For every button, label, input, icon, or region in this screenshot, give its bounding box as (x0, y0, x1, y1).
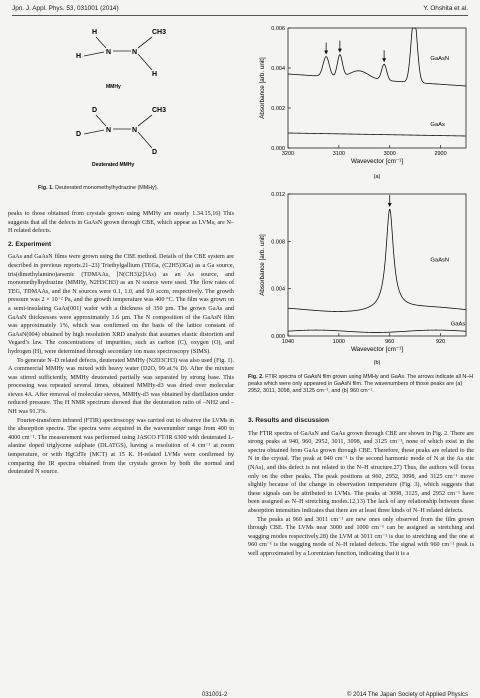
chart-b (246, 188, 474, 368)
y-tick-label: 0.006 (271, 26, 285, 32)
paragraph: Fourier-transform infrared (FTIR) spectroscopy was carried out to observe the LVMs in the absorption spectra. The spectra were acquired in the wavenumber range from 400 to 4000 cm⁻¹. The measurement was performed using JASCO FT/IR 6300 with deuterated L-alanine doped triglycene sulphate (DLATGS), having a resolution of 4 cm⁻¹ at room temperature, or with HgCdTe (MCT) at 15 K. H-related LVMs were confirmed by comparing the IR spectra obtained from the crystals grown by both the normal and deuterated N source. (8, 417, 234, 476)
chart-a (246, 22, 474, 180)
x-tick-label: 1040 (281, 339, 295, 345)
deuterated-structure (70, 98, 190, 170)
fig1-caption (38, 185, 238, 192)
deuterated-label: Deuterated MMHy (92, 162, 135, 168)
fig2-caption (248, 374, 474, 395)
y-axis-label: Absorbance [arb. unit] (259, 57, 266, 119)
panel-label: (a) (373, 174, 381, 180)
mmhy-structure (70, 20, 190, 92)
y-tick-label: 0.004 (271, 286, 285, 293)
y-tick-label: 0.002 (271, 106, 285, 112)
x-axis-label: Wavevector [cm⁻¹] (350, 346, 404, 353)
peak-arrowhead (382, 58, 386, 62)
peak-arrowhead (324, 51, 328, 55)
series-line-gaas (288, 133, 466, 136)
page-number: 031001-2 (202, 692, 228, 698)
x-tick-label: 920 (435, 339, 446, 345)
peak-arrowhead (338, 49, 342, 53)
page-header (12, 3, 468, 16)
series-line-gaas (288, 330, 466, 332)
panel-label: (b) (373, 360, 381, 366)
fig2-label: Fig. 2. (248, 374, 264, 380)
x-tick-label: 3000 (383, 151, 396, 157)
atom: D (92, 107, 98, 114)
section2-title: 2. Experiment (8, 240, 52, 248)
atom: D (152, 149, 158, 156)
fig2-text: FTIR spectra of GaAsN film grown using MMHy and GaAs. The arrows indicate all N–H peaks which were only appeared in GaAsN film. The wavenumbers of those peaks are (a) 2952, 3011, 3098, and 3125 cm⁻¹, and (b) 960 cm⁻¹. (248, 374, 474, 394)
series-label: GaAsN (430, 257, 450, 264)
plot-frame (288, 28, 466, 148)
atom: D (76, 131, 82, 138)
y-tick-label: 0.000 (271, 334, 285, 340)
atom: H (152, 71, 158, 78)
journal-citation: Jpn. J. Appl. Phys. 53, 031001 (2014) (12, 5, 119, 12)
intro-paragraph: peaks to those obtained from crystals grown using MMHy are nearly 1.34.15,16) This suggests that all the defects in GaAsN grown through CBE, which appear as LVMs, are N–H related defects. (8, 211, 234, 235)
atom: H (92, 29, 98, 36)
series-label: GaAs (430, 122, 445, 128)
plot-frame (288, 194, 466, 336)
series-label: GaAsN (430, 56, 450, 62)
paragraph: GaAs and GaAsN films were grown using the CBE method. Details of the CBE system are described in previous reports.21–23) Triethylgallium (TEGa, (C2H5)3Ga) as a Ga source, tris(dimethylamino)arsenic (TDMAAs, [N(CH3)2]3As) as an As source, and monomethylhydrazine (MMHy, N2H3CH3) as an N source were used. The flow rates of TEG, TDMAAs, and the N sources were 0.1, 1.0, and 9.0 sccm, respectively. The growth pressure was 2 × 10⁻² Pa, and the growth temperature was 400 °C. The film was grown on a semi-insulating GaAs(001) wafer with a thickness of 350 µm. The grown GaAs and GaAsN thicknesses were approximately 1.6 µm. The N composition of the GaAsN film was approximately 1%, which was confirmed on the basis of the lattice constant of GaAsN(004) obtained by high resolution XRD analysis that assumes elastic distortion and Vegard’s law. The concentrations of impurities, such as carbon (C), oxygen (O), and hydrogen (H), were determined through secondary ion mass spectroscopy (SIMS). (8, 254, 234, 355)
paragraph: To generate N–D related defects, deuterated MMHy (N2D3CH3) was also used (Fig. 1). A commercial MMHy was mixed with heavy water (D2O, 99 at.% D). After the mixture was stirred sufficiently, MMHy deuterated partially was separated by strong base. This processing was repeated several times, obtained MMHy-d3 was dried over molecular sieves 4A. After removal of molecular sieves, MMHy-d3 was obtained by distillation under reduced pressure. The H NMR spectrum showed that the deuteration ratio of –NH2 and –NH was 91.3%. (8, 357, 234, 416)
peak-arrowhead (388, 203, 392, 207)
y-tick-label: 0.012 (271, 192, 285, 198)
series-label: GaAs (450, 321, 466, 328)
section3-title: 3. Results and discussion (248, 417, 329, 424)
right-column (248, 412, 474, 559)
fig1-text: Deuterated monomethylhydrazine (MMHy). (55, 185, 159, 191)
atom: N (106, 49, 112, 56)
atom: H (76, 53, 82, 60)
atom: CH3 (152, 107, 167, 114)
atom: N (132, 127, 138, 134)
x-tick-label: 3200 (281, 151, 295, 157)
left-column (8, 210, 234, 477)
fig1-label: Fig. 1. (38, 185, 54, 191)
x-tick-label: 1000 (332, 339, 345, 345)
authors: Y. Ohshita et al. (423, 5, 468, 12)
y-tick-label: 0.000 (271, 146, 285, 152)
copyright: © 2014 The Japan Society of Applied Physics (346, 692, 468, 698)
y-axis-label: Absorbance [arb. unit] (259, 234, 266, 296)
x-tick-label: 3100 (332, 151, 345, 157)
mmhy-svg (70, 20, 190, 92)
x-tick-label: 2900 (434, 151, 447, 157)
atom: CH3 (152, 29, 167, 36)
paragraph: The peaks at 960 and 3011 cm⁻¹ are new ones only observed from the film grown through CBE. The LVMs near 3000 and 1000 cm⁻¹ can be assigned as stretching and wagging modes respectively.28) the LVM at 3011 cm⁻¹ is due to stretching and the one at 960 cm⁻¹ is the wagging mode of N–H related defects. The signal with 960 cm⁻¹ peak is well approximated by a Lorentzian function, indicating that it is a (248, 516, 474, 557)
atom: N (132, 49, 138, 56)
y-tick-label: 0.008 (271, 239, 285, 246)
paragraph: The FTIR spectra of GaAsN and GaAs grown through CBE are shown in Fig. 2. There are strong peaks at 940, 960, 2952, 3011, 3098, and 3125 cm⁻¹, none of which exist in the spectra obtained from GaAs grown through CBE. Therefore, these peaks are related to the N in the crystal. The peak at 940 cm⁻¹ is the second harmonic mode of N at the As site (NAs), and this defect is not related to the N–H structure.27) Thus, the authors will focus only on the other peaks. The peak positions at 960, 2952, 3098, and 3125 cm⁻¹ move slightly because of the change in observation temperature (Fig. 3), which suggests that these signals can be attributed to LVMs. The peaks at 3098, 3125, and 2952 cm⁻¹ have been assigned as N–H stretching modes.12,13) The lack of any relationship between these absorption intensities indicates that there are at least three kinds of N–H related defects. (248, 430, 474, 514)
x-axis-label: Wavevector [cm⁻¹] (350, 158, 404, 165)
x-tick-label: 960 (385, 339, 395, 345)
deuterated-svg (70, 98, 190, 170)
y-tick-label: 0.004 (271, 66, 285, 72)
atom: N (106, 127, 112, 134)
mmhy-label: MMHy (106, 84, 121, 90)
